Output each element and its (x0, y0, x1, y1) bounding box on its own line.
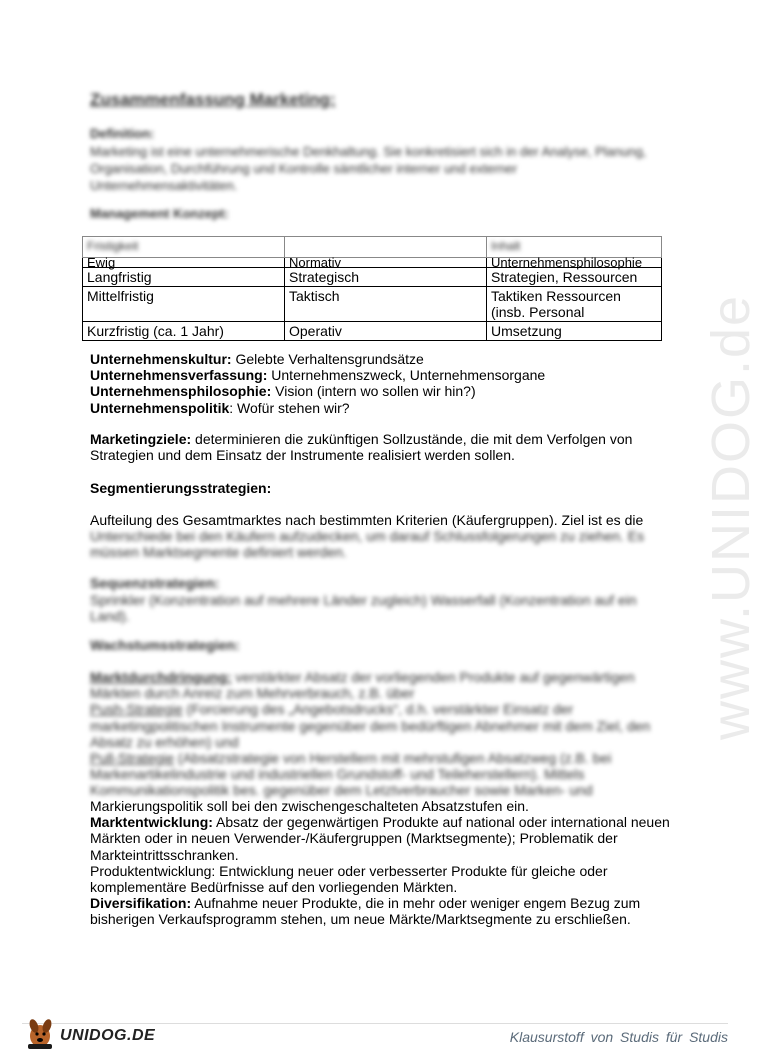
term-label: Unternehmensphilosophie: (90, 383, 272, 400)
durchdringung-label: Marktdurchdringung: (90, 669, 232, 685)
diversifikation-paragraph (90, 895, 670, 927)
table-row (83, 258, 662, 268)
term-text: Unternehmenszweck, Unternehmensorgane (267, 367, 546, 384)
continuation-text: Markierungspolitik soll bei den zwischengeschalteten Absatzstufen ein. (90, 798, 529, 814)
term-text: : Wofür stehen wir? (229, 399, 350, 416)
pull-text: (Absatzstrategie von Herstellern mit mehrstufigen Absatzweg (z.B. bei Markenartikelindustrie und industriellen Grundstoff- und Teileherstellern). Mittels Kommunikationspolitik bes. gegenüber dem Letztverbraucher sowie Marken- und (90, 750, 612, 799)
marktentwicklung-text: Absatz der gegenwärtigen Produkte auf national oder international neuen Märkten oder in neuen Verwender-/Käufergruppen (Marktsegmente); Problematik der Markteintrittsschranken. (90, 814, 670, 863)
table-header-cell: Fristigkeit (83, 237, 285, 258)
page-title: Zusammenfassung Marketing: (90, 90, 336, 109)
table-cell: Ewig (83, 258, 285, 268)
table-header-cell (285, 237, 487, 258)
footer-tagline: Klausurstoff von Studis für Studis (509, 1029, 728, 1045)
diversifikation-label: Diversifikation: (90, 895, 192, 912)
table-header-cell: Inhalt (487, 237, 662, 258)
wachstum-heading: Wachstumsstrategien: (90, 637, 240, 653)
definition-text: Marketing ist eine unternehmerische Denkhaltung. Sie konkretisiert sich in der Analyse, Planung, Organisation, Durchführung und Kontrolle sämtlicher interner und externer Unternehmensaktivitäten. (90, 144, 647, 193)
marktentwicklung-label: Marktentwicklung: (90, 814, 213, 831)
table-cell: Langfristig (83, 268, 285, 287)
diversifikation-text: Aufnahme neuer Produkte, die in mehr oder weniger engem Bezug zum bisherigen Verkaufsprogramm stehen, um neue Märkte/Marktsegmente zu erschließen. (90, 895, 641, 928)
definition-heading: Definition: (90, 126, 155, 141)
term-philosophie (90, 383, 670, 399)
produktentwicklung-paragraph: Produktentwicklung: Entwicklung neuer oder verbesserter Produkte für gleiche oder komplementäre Bedürfnisse auf den vorliegenden Märkten. (90, 862, 608, 896)
term-verfassung (90, 367, 670, 383)
marketingziele-paragraph (90, 431, 670, 463)
logo-text: UNIDOG.DE (60, 1027, 156, 1044)
table-row (83, 268, 662, 287)
management-heading: Management Konzept: (90, 206, 229, 221)
term-text: Gelebte Verhaltensgrundsätze (231, 351, 424, 367)
sequenz-heading: Sequenzstrategien: (90, 575, 220, 591)
marketingziele-text: determinieren die zukünftigen Sollzustände, die mit dem Verfolgen von Strategien und dem Einsatz der Instrumente realisiert werden sollen. (90, 431, 633, 464)
sequenz-text: Sprinkler (Konzentration auf mehrere Länder zugleich) Wasserfall (Konzentration auf ein Land). (90, 592, 637, 625)
table-cell: Normativ (285, 258, 487, 268)
term-label: Unternehmenskultur: (90, 351, 232, 367)
segmentierung-text: Aufteilung des Gesamtmarktes nach bestimmten Kriterien (Käufergruppen). Ziel ist es die (90, 512, 644, 528)
marketingziele-label: Marketingziele: (90, 431, 192, 447)
table-cell: Taktiken Ressourcen (insb. Personal (487, 287, 662, 322)
segmentierung-text-blurred: Unterschiede bei den Käufern aufzudecken, um darauf Schlussfolgerungen zu ziehen. Es müssen Marktsegmente definiert werden. (90, 528, 645, 561)
wachstum-blurred-block (90, 669, 670, 799)
management-table (82, 236, 662, 341)
table-cell: Strategisch (285, 268, 487, 287)
term-label: Unternehmenspolitik (90, 399, 230, 416)
table-row (83, 287, 662, 322)
table-cell: Umsetzung (487, 322, 662, 341)
marktentwicklung-paragraph (90, 814, 670, 863)
segmentierung-heading: Segmentierungsstrategien: (90, 480, 272, 496)
table-cell: Taktisch (285, 287, 487, 322)
term-politik (90, 400, 670, 416)
table-cell: Operativ (285, 322, 487, 341)
watermark: www.UNIDOG.de (701, 293, 761, 740)
terms-block (90, 351, 670, 416)
table-header-row (83, 237, 662, 258)
table-cell: Strategien, Ressourcen (487, 268, 662, 287)
pull-label: Pull-Strategie (90, 750, 175, 767)
term-label: Unternehmensverfassung: (90, 367, 268, 384)
push-label: Push-Strategie (90, 701, 183, 718)
table-cell: Mittelfristig (83, 287, 285, 322)
durchdringung-text: verstärkter Absatz der vorliegenden Produkte auf gegenwärtigen Märkten durch Anreiz zum Mehrverbrauch, z.B. über (90, 669, 635, 702)
term-kultur (90, 351, 670, 367)
wachstum-visible-block (90, 798, 670, 928)
term-text: Vision (intern wo sollen wir hin?) (271, 383, 476, 400)
table-row (83, 322, 662, 341)
table-cell: Kurzfristig (ca. 1 Jahr) (83, 322, 285, 341)
table-cell: Unternehmensphilosophie (487, 258, 662, 268)
push-text: (Forcierung des „Angebotsdrucks“, d.h. verstärkter Einsatz der marketingpolitischen Instrumente gegenüber dem bedürftigen Abnehmer mit dem Ziel, den Absatz zu erhöhen) und (90, 701, 651, 750)
